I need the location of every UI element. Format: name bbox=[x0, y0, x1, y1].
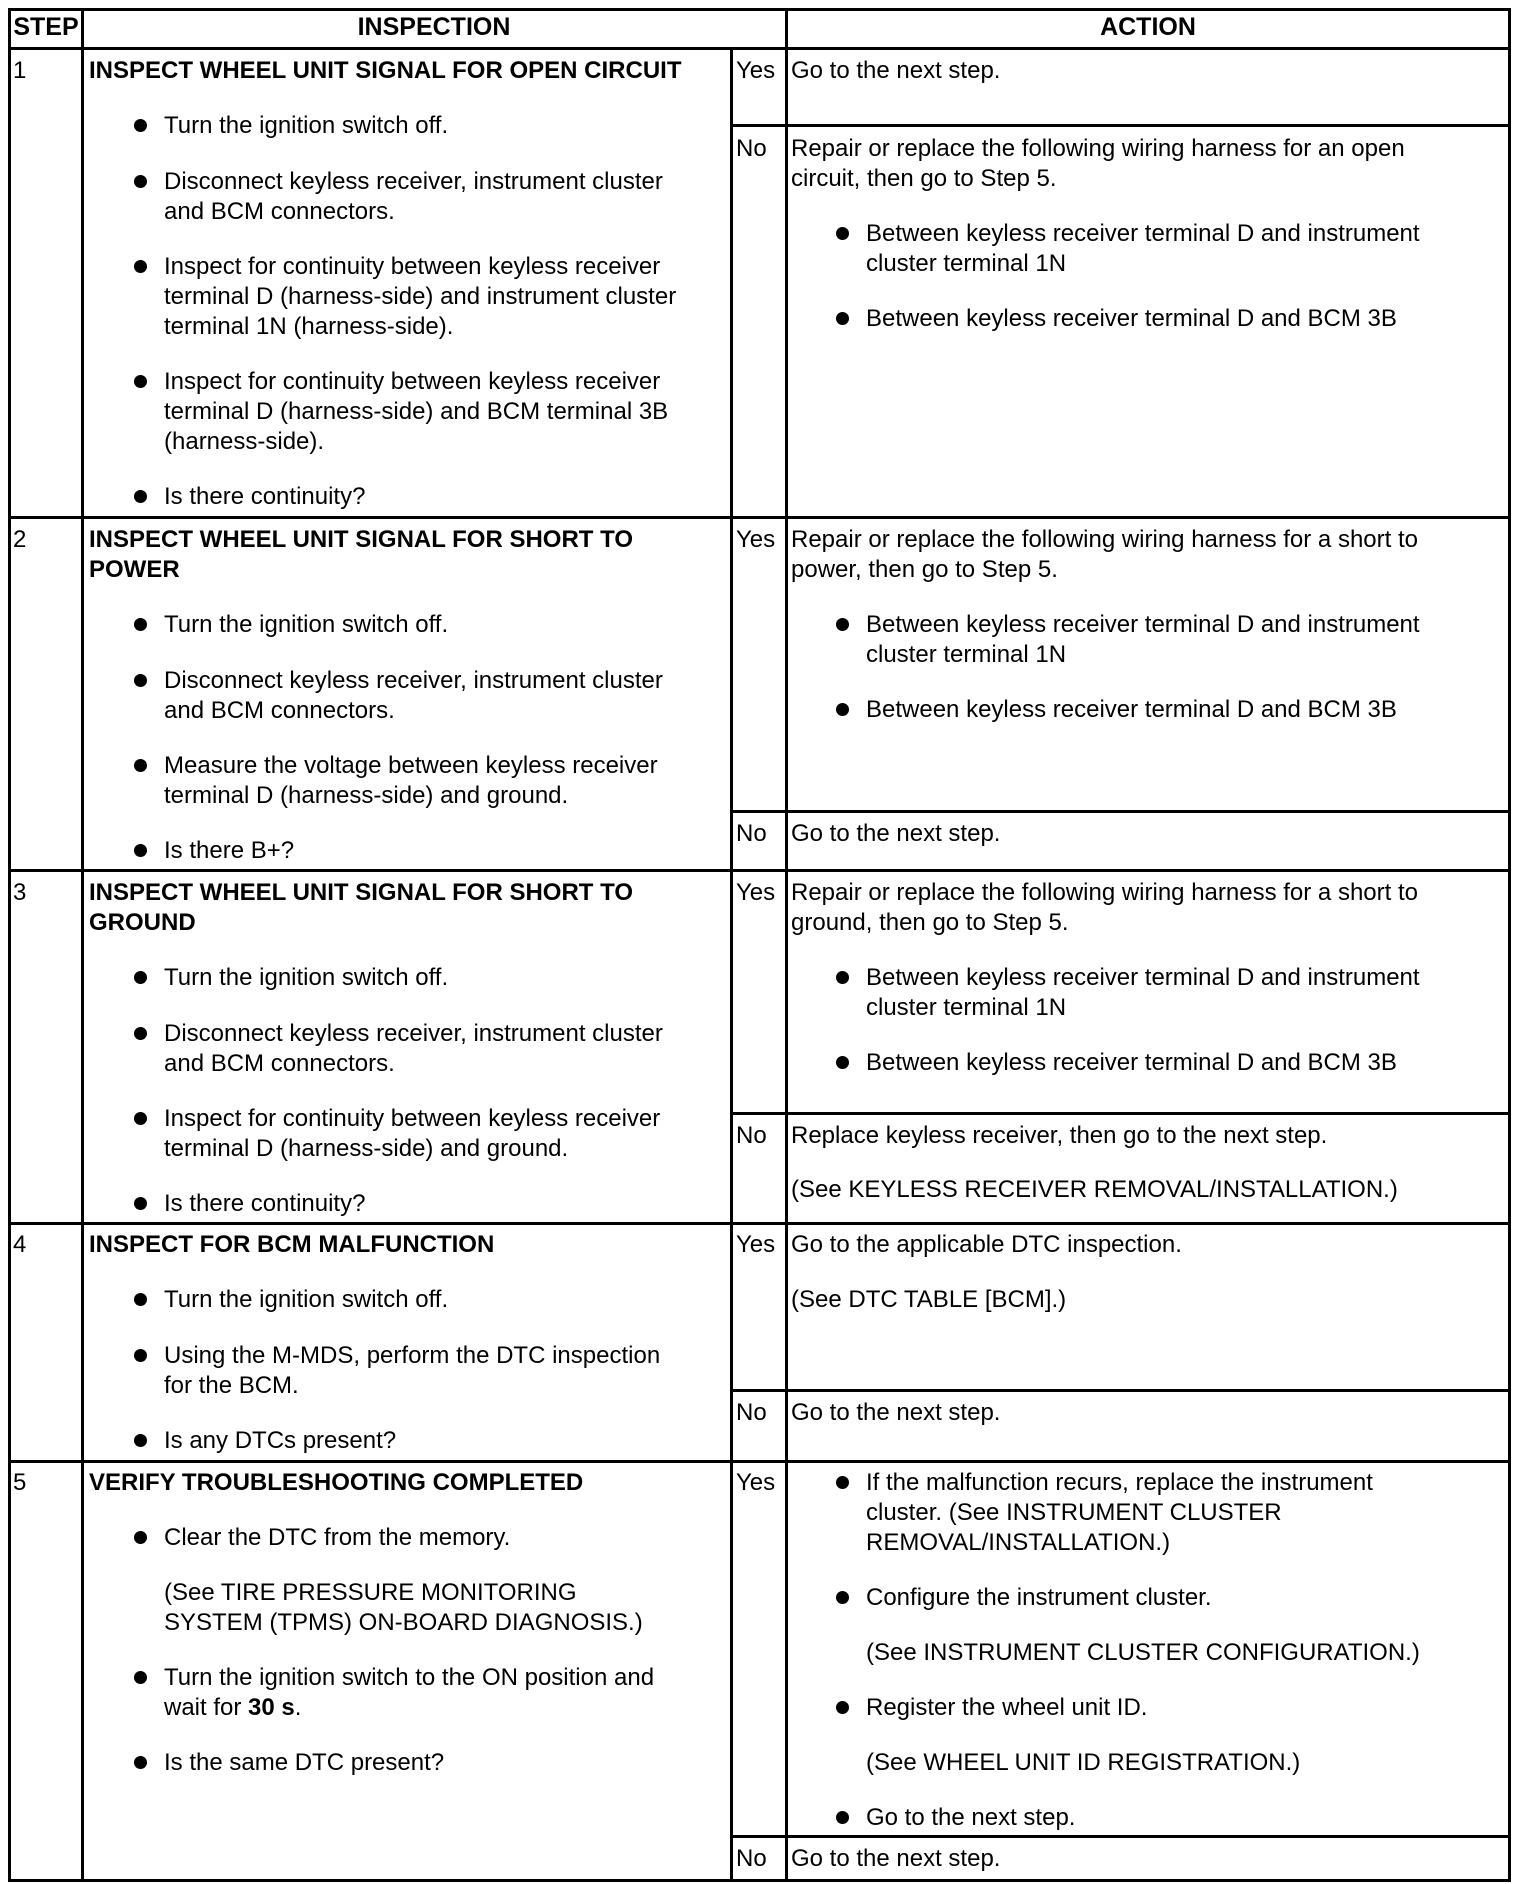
bullet-icon bbox=[836, 971, 849, 984]
step-5-yes-bullet-1: If the malfunction recurs, replace the instrument bbox=[866, 1469, 1373, 1496]
bullet-icon bbox=[134, 1112, 147, 1125]
step-3-check-2: Disconnect keyless receiver, instrument cluster bbox=[164, 1020, 663, 1047]
step-1-check-5: Is there continuity? bbox=[164, 483, 366, 510]
bullet-icon bbox=[134, 260, 147, 273]
step-5-check-2: Turn the ignition switch to the ON position and bbox=[164, 1664, 655, 1691]
step-3-check-1: Turn the ignition switch off. bbox=[164, 964, 449, 991]
wait-suffix: . bbox=[294, 1694, 302, 1721]
yes-no-divider-1 bbox=[730, 124, 1511, 127]
bullet-icon bbox=[134, 1671, 147, 1684]
step-2-check-2: Disconnect keyless receiver, instrument cluster bbox=[164, 667, 663, 694]
step-1-check-4: Inspect for continuity between keyless receiver bbox=[164, 368, 661, 395]
step-1-no-label: No bbox=[736, 135, 767, 162]
step-3-title: GROUND bbox=[89, 909, 196, 936]
step-5-check-1-note: (See TIRE PRESSURE MONITORING bbox=[164, 1579, 577, 1606]
bullet-icon bbox=[134, 375, 147, 388]
step-number-5: 5 bbox=[13, 1469, 27, 1496]
step-4-title: INSPECT FOR BCM MALFUNCTION bbox=[89, 1231, 495, 1258]
bullet-icon bbox=[134, 1349, 147, 1362]
step-1-check-3: terminal D (harness-side) and instrument cluster bbox=[164, 283, 677, 310]
step-5-yes-note-1: (See INSTRUMENT CLUSTER CONFIGURATION.) bbox=[866, 1639, 1420, 1666]
step-5-no-action: Go to the next step. bbox=[791, 1845, 1001, 1872]
step-5-check-1: Clear the DTC from the memory. bbox=[164, 1524, 511, 1551]
step-3-no-note: (See KEYLESS RECEIVER REMOVAL/INSTALLATION.) bbox=[791, 1176, 1398, 1203]
step-4-yes-label: Yes bbox=[736, 1231, 776, 1258]
bullet-icon bbox=[836, 1811, 849, 1824]
table-border-right bbox=[1508, 8, 1511, 1882]
table-border-bottom bbox=[8, 1879, 1511, 1882]
step-4-no-label: No bbox=[736, 1399, 767, 1426]
bullet-icon bbox=[134, 1027, 147, 1040]
step-5-yes-bullet-3: Register the wheel unit ID. bbox=[866, 1694, 1148, 1721]
step-5-check-1-note: SYSTEM (TPMS) ON-BOARD DIAGNOSIS.) bbox=[164, 1609, 643, 1636]
step-3-check-2: and BCM connectors. bbox=[164, 1050, 395, 1077]
bullet-icon bbox=[134, 1434, 147, 1447]
step-2-check-1: Turn the ignition switch off. bbox=[164, 611, 449, 638]
step-5-yes-bullet-4: Go to the next step. bbox=[866, 1804, 1076, 1831]
step-3-yes-action: ground, then go to Step 5. bbox=[791, 909, 1069, 936]
step-4-check-3: Is any DTCs present? bbox=[164, 1427, 397, 1454]
step-1-no-bullet-1: Between keyless receiver terminal D and instrument bbox=[866, 220, 1420, 247]
step-2-yes-bullet-2: Between keyless receiver terminal D and BCM 3B bbox=[866, 696, 1397, 723]
step-number-1: 1 bbox=[13, 57, 27, 84]
header-divider bbox=[8, 47, 1511, 50]
yes-no-column-divider bbox=[730, 47, 733, 1882]
row-divider-1-2 bbox=[8, 516, 1511, 519]
bullet-icon bbox=[134, 1197, 147, 1210]
yes-no-divider-3 bbox=[730, 1112, 1511, 1115]
bullet-icon bbox=[134, 1531, 147, 1544]
header-inspection: INSPECTION bbox=[357, 13, 511, 41]
step-1-check-2: and BCM connectors. bbox=[164, 198, 395, 225]
step-3-check-3: Inspect for continuity between keyless receiver bbox=[164, 1105, 661, 1132]
step-column-divider bbox=[81, 8, 84, 1882]
step-1-no-action: Repair or replace the following wiring harness for an open bbox=[791, 135, 1405, 162]
step-1-yes-label: Yes bbox=[736, 57, 776, 84]
wait-prefix: wait for bbox=[164, 1694, 249, 1721]
inspection-action-divider bbox=[785, 8, 788, 1882]
bullet-icon bbox=[134, 175, 147, 188]
step-1-no-bullet-1: cluster terminal 1N bbox=[866, 250, 1067, 277]
yes-no-divider-2 bbox=[730, 810, 1511, 813]
step-number-3: 3 bbox=[13, 879, 27, 906]
step-1-yes-action: Go to the next step. bbox=[791, 57, 1001, 84]
bullet-icon bbox=[134, 674, 147, 687]
step-5-yes-label: Yes bbox=[736, 1469, 776, 1496]
step-1-check-2: Disconnect keyless receiver, instrument cluster bbox=[164, 168, 663, 195]
step-5-yes-bullet-1: REMOVAL/INSTALLATION.) bbox=[866, 1529, 1171, 1556]
step-5-yes-note-2: (See WHEEL UNIT ID REGISTRATION.) bbox=[866, 1749, 1301, 1776]
bullet-icon bbox=[836, 312, 849, 325]
step-2-yes-bullet-1: Between keyless receiver terminal D and instrument bbox=[866, 611, 1420, 638]
step-number-2: 2 bbox=[13, 526, 27, 553]
bullet-icon bbox=[134, 1756, 147, 1769]
row-divider-3-4 bbox=[8, 1222, 1511, 1225]
step-2-yes-action: Repair or replace the following wiring harness for a short to bbox=[791, 526, 1418, 553]
step-3-yes-bullet-1: Between keyless receiver terminal D and instrument bbox=[866, 964, 1420, 991]
step-5-yes-bullet-1: cluster. (See INSTRUMENT CLUSTER bbox=[866, 1499, 1282, 1526]
step-2-check-3: Measure the voltage between keyless receiver bbox=[164, 752, 658, 779]
step-5-no-label: No bbox=[736, 1845, 767, 1872]
step-2-check-4: Is there B+? bbox=[164, 837, 295, 864]
bullet-icon bbox=[836, 703, 849, 716]
step-2-title: POWER bbox=[89, 556, 180, 583]
bullet-icon bbox=[836, 1701, 849, 1714]
step-1-title: INSPECT WHEEL UNIT SIGNAL FOR OPEN CIRCUIT bbox=[89, 57, 682, 84]
bullet-icon bbox=[836, 618, 849, 631]
step-3-no-action: Replace keyless receiver, then go to the next step. bbox=[791, 1122, 1328, 1149]
step-2-yes-bullet-1: cluster terminal 1N bbox=[866, 641, 1067, 668]
step-3-no-label: No bbox=[736, 1122, 767, 1149]
bullet-icon bbox=[134, 1293, 147, 1306]
step-5-check-3: Is the same DTC present? bbox=[164, 1749, 445, 1776]
bullet-icon bbox=[134, 618, 147, 631]
bullet-icon bbox=[134, 119, 147, 132]
step-1-no-bullet-2: Between keyless receiver terminal D and BCM 3B bbox=[866, 305, 1397, 332]
step-1-check-4: (harness-side). bbox=[164, 428, 325, 455]
header-step: STEP bbox=[13, 13, 79, 41]
wait-duration: 30 s bbox=[248, 1694, 295, 1721]
step-2-check-3: terminal D (harness-side) and ground. bbox=[164, 782, 569, 809]
bullet-icon bbox=[836, 1476, 849, 1489]
row-divider-2-3 bbox=[8, 869, 1511, 872]
step-2-check-2: and BCM connectors. bbox=[164, 697, 395, 724]
step-2-yes-label: Yes bbox=[736, 526, 776, 553]
step-2-no-label: No bbox=[736, 820, 767, 847]
step-number-4: 4 bbox=[13, 1231, 27, 1258]
step-3-yes-label: Yes bbox=[736, 879, 776, 906]
step-4-yes-note: (See DTC TABLE [BCM].) bbox=[791, 1286, 1067, 1313]
step-1-check-4: terminal D (harness-side) and BCM terminal 3B bbox=[164, 398, 669, 425]
step-3-check-4: Is there continuity? bbox=[164, 1190, 366, 1217]
bullet-icon bbox=[134, 971, 147, 984]
table-border-top bbox=[8, 8, 1511, 11]
step-2-no-action: Go to the next step. bbox=[791, 820, 1001, 847]
step-1-check-3: terminal 1N (harness-side). bbox=[164, 313, 454, 340]
step-3-yes-bullet-1: cluster terminal 1N bbox=[866, 994, 1067, 1021]
step-1-check-1: Turn the ignition switch off. bbox=[164, 112, 449, 139]
step-4-yes-action: Go to the applicable DTC inspection. bbox=[791, 1231, 1182, 1258]
bullet-icon bbox=[836, 1056, 849, 1069]
bullet-icon bbox=[836, 1591, 849, 1604]
yes-no-divider-5 bbox=[730, 1835, 1511, 1838]
header-action: ACTION bbox=[1100, 13, 1196, 41]
table-border-left bbox=[8, 8, 11, 1882]
step-4-check-2: for the BCM. bbox=[164, 1372, 299, 1399]
step-5-title: VERIFY TROUBLESHOOTING COMPLETED bbox=[89, 1469, 584, 1496]
bullet-icon bbox=[134, 844, 147, 857]
step-1-no-action: circuit, then go to Step 5. bbox=[791, 165, 1057, 192]
step-2-title: INSPECT WHEEL UNIT SIGNAL FOR SHORT TO bbox=[89, 526, 634, 553]
bullet-icon bbox=[134, 490, 147, 503]
step-4-check-2: Using the M-MDS, perform the DTC inspection bbox=[164, 1342, 661, 1369]
step-4-check-1: Turn the ignition switch off. bbox=[164, 1286, 449, 1313]
yes-no-divider-4 bbox=[730, 1389, 1511, 1392]
step-2-yes-action: power, then go to Step 5. bbox=[791, 556, 1058, 583]
step-4-no-action: Go to the next step. bbox=[791, 1399, 1001, 1426]
step-5-check-2-wait bbox=[164, 1693, 301, 1723]
step-3-yes-action: Repair or replace the following wiring harness for a short to bbox=[791, 879, 1418, 906]
bullet-icon bbox=[134, 759, 147, 772]
row-divider-4-5 bbox=[8, 1460, 1511, 1463]
step-5-yes-bullet-2: Configure the instrument cluster. bbox=[866, 1584, 1212, 1611]
step-1-check-3: Inspect for continuity between keyless receiver bbox=[164, 253, 661, 280]
bullet-icon bbox=[836, 227, 849, 240]
step-3-title: INSPECT WHEEL UNIT SIGNAL FOR SHORT TO bbox=[89, 879, 634, 906]
step-3-yes-bullet-2: Between keyless receiver terminal D and BCM 3B bbox=[866, 1049, 1397, 1076]
step-3-check-3: terminal D (harness-side) and ground. bbox=[164, 1135, 569, 1162]
